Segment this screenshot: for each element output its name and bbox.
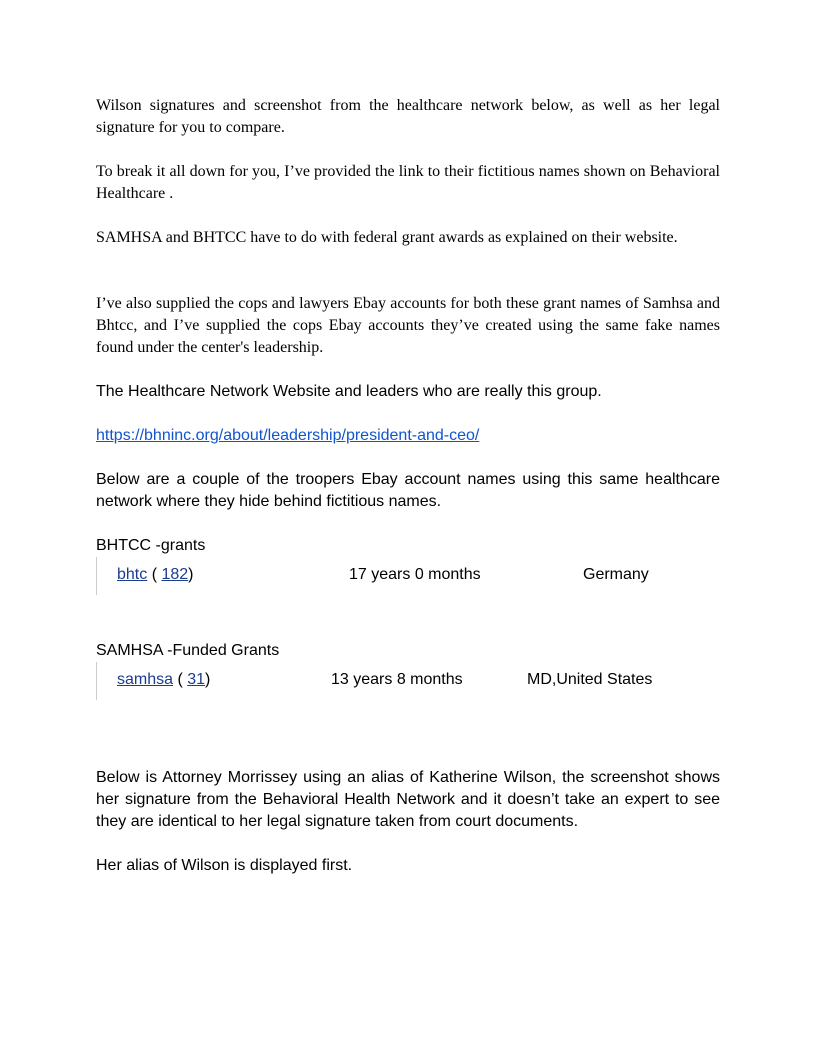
ebay-username-link[interactable]: bhtc [117,566,148,583]
ebay-username-link[interactable]: samhsa [117,671,174,688]
ebay-username-cell [117,564,194,586]
location: Germany [583,566,649,583]
open-paren: ( [147,566,162,583]
paragraph-fictitious-names: To break it all down for you, I’ve provided the link to their fictitious names shown on Behavioral Healthcare . [96,163,720,202]
ebay-username-cell [117,669,210,691]
paragraph-ebay-accounts: I’ve also supplied the cops and lawyers Ebay accounts for both these grant names of Samhsa and Bhtcc, and I’ve supplied the cops Ebay accounts they’ve created using the same fake names found under the center's leadership. [96,295,720,356]
samhsa-heading: SAMHSA -Funded Grants [96,642,280,659]
paragraph-healthcare-network: The Healthcare Network Website and leaders who are really this group. [96,383,602,400]
paragraph-samhsa-bhtcc: SAMHSA and BHTCC have to do with federal grant awards as explained on their website. [96,229,678,246]
open-paren: ( [173,671,188,688]
paragraph-alias-first: Her alias of Wilson is displayed first. [96,857,353,874]
bhtcc-heading: BHTCC -grants [96,537,206,554]
feedback-score-link[interactable]: 182 [161,566,189,583]
paragraph-wilson-signatures: Wilson signatures and screenshot from the healthcare network below, as well as her legal signature for you to compare. [96,97,720,136]
member-for: 13 years 8 months [331,671,463,688]
website-link[interactable]: https://bhninc.org/about/leadership/president-and-ceo/ [96,427,480,444]
paragraph-attorney-alias: Below is Attorney Morrissey using an alias of Katherine Wilson, the screenshot shows her signature from the Behavioral Health Network and it doesn’t take an expert to see they are identical to her legal signature taken from court documents. [96,769,720,830]
close-paren: ) [205,671,211,688]
member-for: 17 years 0 months [349,566,481,583]
location: MD,United States [527,671,653,688]
close-paren: ) [188,566,194,583]
feedback-score-link[interactable]: 31 [187,671,206,688]
ebay-account-samhsa [96,662,721,700]
paragraph-troopers-accounts: Below are a couple of the troopers Ebay account names using this same healthcare network where they hide behind fictitious names. [96,471,720,510]
ebay-account-bhtc [96,557,721,595]
website-link-line [96,425,720,447]
